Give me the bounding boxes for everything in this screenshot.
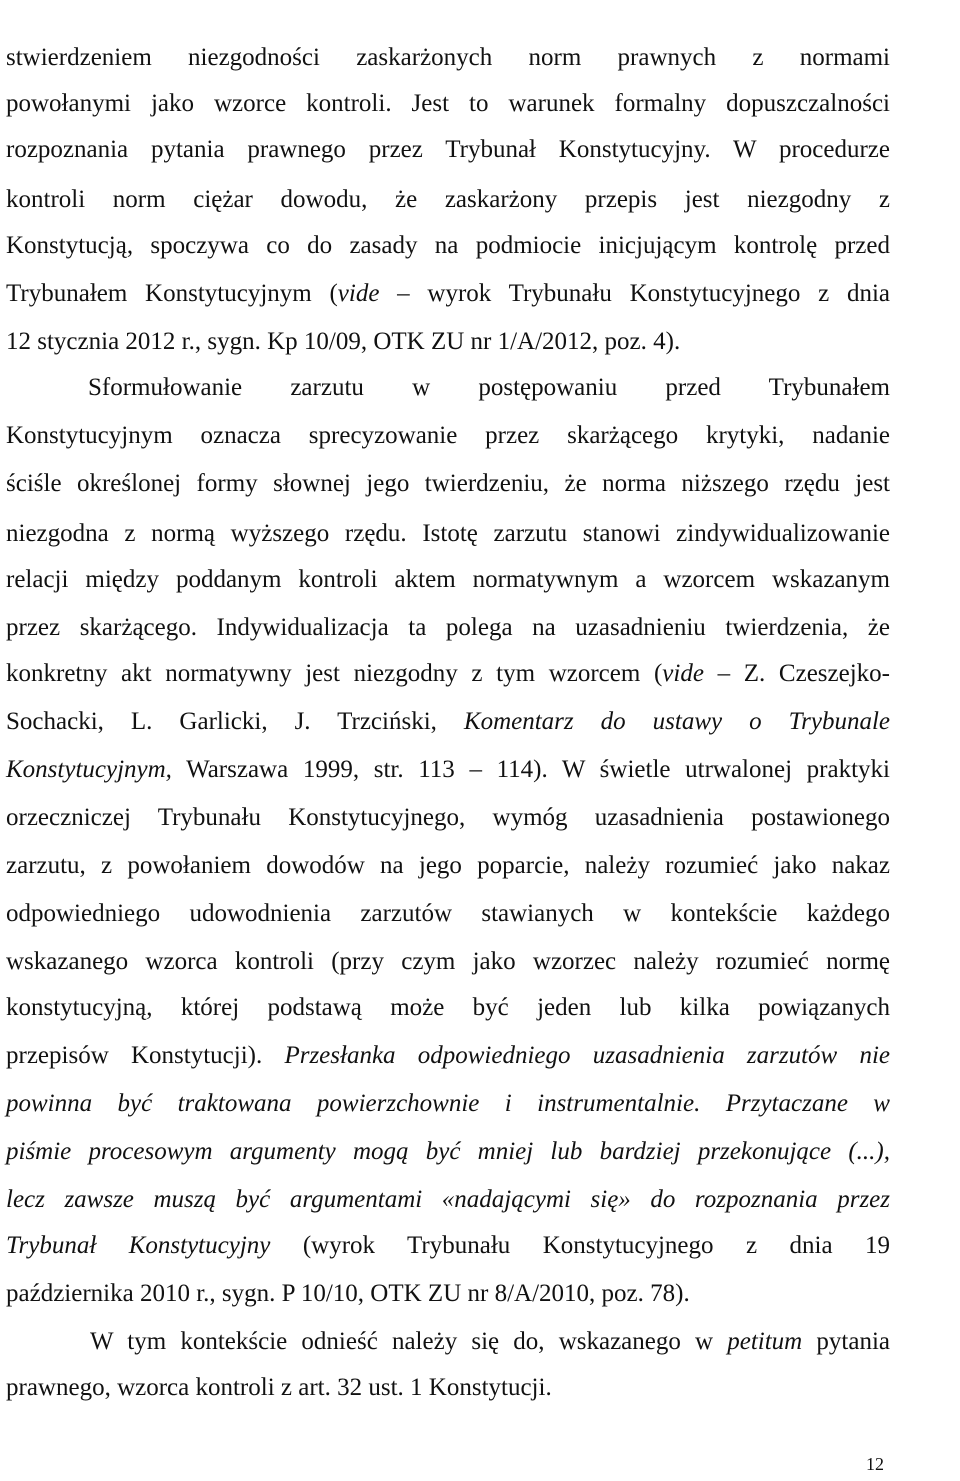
text-line xyxy=(6,1038,890,1074)
italic-text: vide xyxy=(337,280,380,307)
text-segment: 12 stycznia 2012 r., sygn. Kp 10/09, OTK ZU nr 1/A/2012, poz. 4). xyxy=(6,328,681,355)
italic-text: Trybunał Konstytucyjny xyxy=(6,1232,271,1259)
text-line xyxy=(6,516,890,552)
text-line xyxy=(6,848,890,884)
text-line xyxy=(6,896,890,932)
text-line xyxy=(6,800,890,836)
text-segment: Konstytucją, spoczywa co do zasady na podmiocie inicjującym kontrolę przed xyxy=(6,232,890,259)
italic-text: Przesłanka odpowiedniego uzasadnienia zarzutów nie xyxy=(284,1042,890,1069)
text-line xyxy=(6,752,890,788)
text-segment: wskazanego wzorca kontroli (przy czym jako wzorzec należy rozumieć normę xyxy=(6,948,890,975)
italic-text: vide xyxy=(662,660,704,687)
text-segment: konkretny akt normatywny jest niezgodny z tym wzorcem ( xyxy=(6,660,663,687)
text-segment: pytania xyxy=(802,1328,890,1355)
text-segment: konstytucyjną, której podstawą może być jeden lub kilka powiązanych xyxy=(6,994,890,1021)
text-segment: Sochacki, L. Garlicki, J. Trzciński, xyxy=(6,708,464,735)
text-segment: rozpoznania pytania prawnego przez Trybunał Konstytucyjny. W procedurze xyxy=(6,136,890,163)
text-segment: października 2010 r., sygn. P 10/10, OTK ZU nr 8/A/2010, poz. 78). xyxy=(6,1280,690,1307)
text-segment: przepisów Konstytucji). xyxy=(6,1042,285,1069)
italic-text: petitum xyxy=(727,1328,803,1355)
text-line xyxy=(6,182,890,218)
text-segment: – wyrok Trybunału Konstytucyjnego z dnia xyxy=(379,280,891,307)
text-line xyxy=(6,418,890,454)
text-line xyxy=(6,324,890,360)
text-segment: Warszawa 1999, str. 113 – 114). W świetle utrwalonej praktyki xyxy=(171,756,890,783)
italic-text: piśmie procesowym argumenty mogą być mniej lub bardziej przekonujące (...), xyxy=(6,1138,890,1165)
text-segment: orzeczniczej Trybunału Konstytucyjnego, wymóg uzasadnienia postawionego xyxy=(6,804,890,831)
text-segment: kontroli norm ciężar dowodu, że zaskarżony przepis jest niezgodny z xyxy=(6,186,890,213)
text-line xyxy=(6,86,890,122)
page-number: 12 xyxy=(866,1454,884,1474)
text-line xyxy=(6,1370,890,1406)
text-line xyxy=(6,276,890,312)
text-segment: niezgodna z normą wyższego rzędu. Istotę zarzutu stanowi zindywidualizowanie xyxy=(6,520,890,547)
text-line xyxy=(6,1182,890,1218)
text-line xyxy=(6,944,890,980)
text-segment: przez skarżącego. Indywidualizacja ta polega na uzasadnieniu twierdzenia, że xyxy=(6,614,890,641)
text-line xyxy=(6,132,890,168)
text-line xyxy=(6,1276,890,1312)
text-line xyxy=(90,1324,890,1360)
text-line xyxy=(6,466,890,502)
text-line xyxy=(6,990,890,1026)
text-segment: powołanymi jako wzorce kontroli. Jest to warunek formalny dopuszczalności xyxy=(6,90,890,117)
italic-text: Konstytucyjnym, xyxy=(6,756,172,783)
text-segment: relacji między poddanym kontroli aktem normatywnym a wzorcem wskazanym xyxy=(6,566,890,593)
text-line xyxy=(6,562,890,598)
text-segment: odpowiedniego udowodnienia zarzutów stawianych w kontekście każdego xyxy=(6,900,890,927)
text-line xyxy=(6,1086,890,1122)
text-segment: Konstytucyjnym oznacza sprecyzowanie przez skarżącego krytyki, nadanie xyxy=(6,422,890,449)
text-line xyxy=(6,610,890,646)
text-line xyxy=(6,656,890,692)
italic-text: lecz zawsze muszą być argumentami «nadającymi się» do rozpoznania przez xyxy=(6,1186,890,1213)
italic-text: powinna być traktowana powierzchownie i instrumentalnie. Przytaczane w xyxy=(6,1090,890,1117)
text-line xyxy=(6,228,890,264)
text-segment: (wyrok Trybunału Konstytucyjnego z dnia 19 xyxy=(270,1232,891,1259)
text-line xyxy=(6,1228,890,1264)
text-segment: Sformułowanie zarzutu w postępowaniu przed Trybunałem xyxy=(88,374,890,401)
text-line xyxy=(6,1134,890,1170)
text-segment: ściśle określonej formy słownej jego twierdzeniu, że norma niższego rzędu jest xyxy=(6,470,890,497)
text-segment: W tym kontekście odnieść należy się do, wskazanego w xyxy=(90,1328,728,1355)
text-line xyxy=(6,704,890,740)
text-line xyxy=(6,40,890,76)
text-segment: stwierdzeniem niezgodności zaskarżonych norm prawnych z normami xyxy=(6,44,890,71)
italic-text: Komentarz do ustawy o Trybunale xyxy=(463,708,890,735)
text-segment: prawnego, wzorca kontroli z art. 32 ust. 1 Konstytucji. xyxy=(6,1374,552,1401)
text-segment: Trybunałem Konstytucyjnym ( xyxy=(6,280,338,307)
text-line xyxy=(88,370,890,406)
text-segment: – Z. Czeszejko- xyxy=(703,660,890,687)
text-segment: zarzutu, z powołaniem dowodów na jego poparcie, należy rozumieć jako nakaz xyxy=(6,852,890,879)
